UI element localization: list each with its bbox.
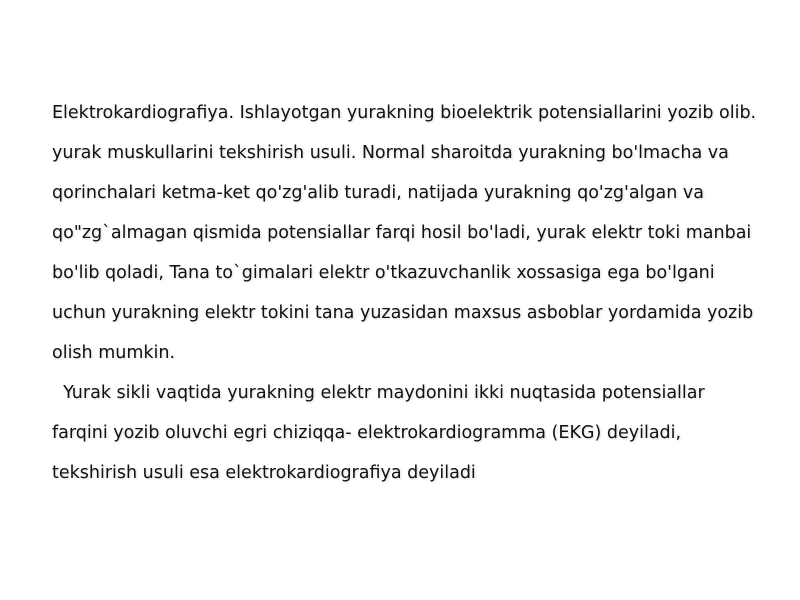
text-line-content: uchun yurakning elektr tokini tana yuzasidan maxsus asboblar yordamida yozib — [52, 303, 754, 323]
text-line-content: Elektrokardiografiya. Ishlayotgan yurakning bioelektrik potensiallarini yozib olib. — [52, 103, 757, 123]
text-line — [52, 373, 792, 413]
text-line — [52, 333, 792, 373]
text-line — [52, 253, 792, 293]
text-line-content: farqini yozib oluvchi egri chiziqqa- elektrokardiogramma (EKG) deyiladi, — [52, 423, 682, 443]
text-line — [52, 293, 792, 333]
text-line-content: yurak muskullarini tekshirish usuli. Normal sharoitda yurakning bo'lmacha va — [52, 143, 729, 163]
text-line-content: qo"zg`almagan qismida potensiallar farqi hosil bo'ladi, yurak elektr toki manbai — [52, 223, 752, 243]
text-line-content: bo'lib qoladi, Tana to`gimalari elektr o'tkazuvchanlik xossasiga ega bo'lgani — [52, 263, 715, 283]
text-line-content: qorinchalari ketma-ket qo'zg'alib turadi, natijada yurakning qo'zg'algan va — [52, 183, 704, 203]
text-line — [52, 213, 792, 253]
text-line — [52, 133, 792, 173]
body-text — [52, 93, 792, 493]
text-line — [52, 93, 792, 133]
text-line — [52, 413, 792, 453]
text-line-content: olish mumkin. — [52, 343, 176, 363]
text-line — [52, 173, 792, 213]
text-line-content: Yurak sikli vaqtida yurakning elektr maydonini ikki nuqtasida potensiallar — [52, 383, 705, 403]
text-line — [52, 453, 792, 493]
text-line-content: tekshirish usuli esa elektrokardiografiya deyiladi — [52, 463, 476, 483]
